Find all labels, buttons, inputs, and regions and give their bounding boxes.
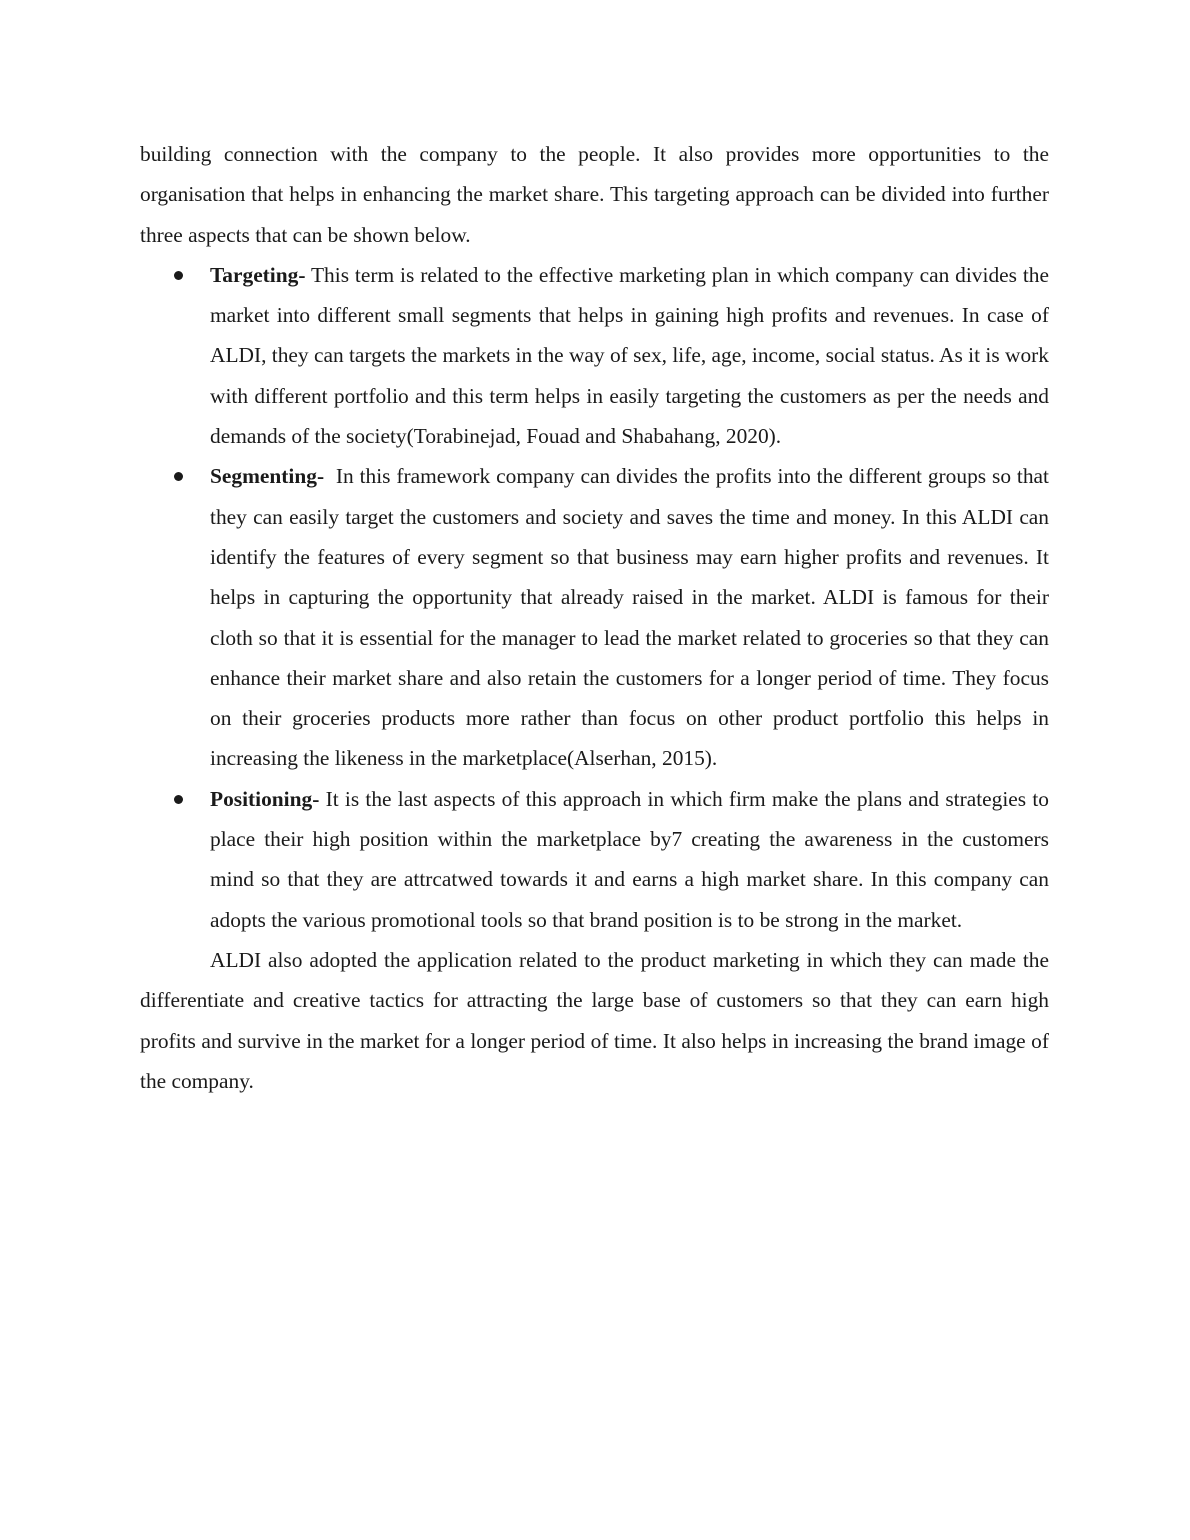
- bullet-text: It is the last aspects of this approach in which firm make the plans and strategies to place their high position within the marketplace by7 creating the awareness in the customers mind so that they are attrcatwed towards it and earns a high market share. In this company can adopts the various promotional tools so that brand position is to be strong in the market.: [210, 786, 1049, 932]
- bullet-dot-icon: [174, 795, 183, 804]
- bullet-item-segmenting: [210, 456, 1055, 778]
- bullet-item-positioning: [210, 779, 1049, 940]
- closing-paragraph: ALDI also adopted the application related to the product marketing in which they can made the differentiate and creative tactics for attracting the large base of customers so that they can earn high profits and survive in the market for a longer period of time. It also helps in increasing the brand image of the company.: [140, 947, 1049, 1093]
- bullet-dot-icon: [174, 271, 183, 280]
- bullet-term: Segmenting-: [210, 464, 325, 489]
- bullet-item-targeting: [210, 255, 1049, 456]
- bullet-term: Positioning-: [210, 786, 320, 811]
- bullet-term: Targeting-: [210, 262, 306, 287]
- document-body: [140, 134, 1055, 1101]
- bullet-text: In this framework company can divides the profits into the different groups so that they can easily target the customers and society and saves the time and money. In this ALDI can identify the features of every segment so that business may earn higher profits and revenues. It helps in capturing the opportunity that already raised in the market. ALDI is famous for their cloth so that it is essential for the manager to lead the market related to groceries so that they can enhance their market share and also retain the customers for a longer period of time. They focus on their groceries products more rather than focus on other product portfolio this helps in increasing the likeness in the marketplace(Alserhan, 2015).: [210, 464, 1055, 771]
- stp-bullet-list: [140, 255, 1055, 940]
- bullet-text: This term is related to the effective marketing plan in which company can divides the market into different small segments that helps in gaining high profits and revenues. In case of ALDI, they can targets the markets in the way of sex, life, age, income, social status. As it is work with different portfolio and this term helps in easily targeting the customers as per the needs and demands of the society(Torabinejad, Fouad and Shabahang, 2020).: [210, 262, 1049, 449]
- intro-paragraph: building connection with the company to the people. It also provides more opportunities to the organisation that helps in enhancing the market share. This targeting approach can be divided into further three aspects that can be shown below.: [140, 142, 1049, 247]
- bullet-dot-icon: [174, 472, 183, 481]
